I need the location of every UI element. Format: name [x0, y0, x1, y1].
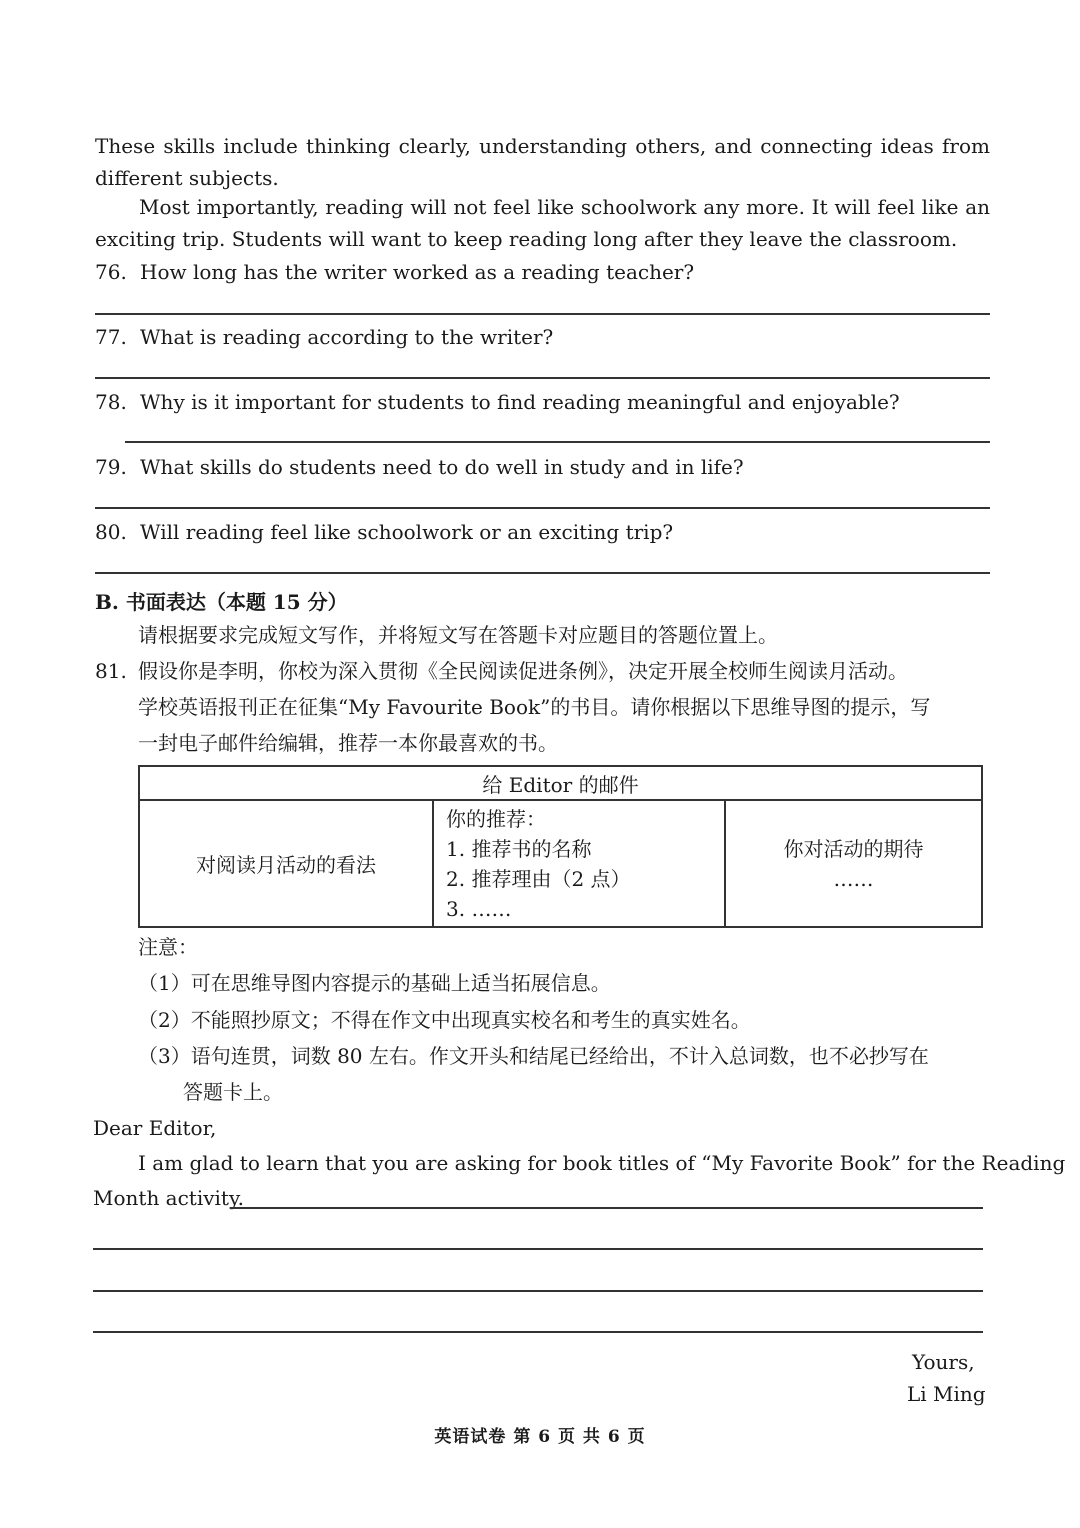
- question-text: How long has the writer worked as a reading teacher?: [140, 260, 695, 284]
- note-1: （1）可在思维导图内容提示的基础上适当拓展信息。: [138, 971, 611, 995]
- answer-line[interactable]: [95, 377, 990, 379]
- mind-map-header: 给 Editor 的邮件: [139, 766, 982, 800]
- question-number: 80.: [95, 520, 127, 544]
- letter-signature: Li Ming: [907, 1382, 986, 1406]
- notes-title: 注意：: [138, 935, 198, 959]
- question-text: What is reading according to the writer?: [140, 325, 554, 349]
- reading-paragraph-2: Most importantly, reading will not feel like schoolwork any more. It will feel like an exciting trip. Students will want to keep reading long after they leave the classroom.: [95, 195, 990, 251]
- answer-line[interactable]: [95, 507, 990, 509]
- question-number: 76.: [95, 260, 127, 284]
- writing-line[interactable]: [93, 1290, 983, 1292]
- writing-instruction: 请根据要求完成短文写作，并将短文写在答题卡对应题目的答题位置上。: [138, 623, 778, 647]
- letter-opening-line: I am glad to learn that you are asking for book titles of “My Favorite Book” for the Reading: [138, 1151, 1066, 1175]
- mind-map-table: [138, 765, 983, 928]
- question-81-line-2: 学校英语报刊正在征集“My Favourite Book”的书目。请你根据以下思维导图的提示，写: [138, 695, 931, 719]
- question-text: Why is it important for students to find reading meaningful and enjoyable?: [140, 390, 900, 414]
- note-2: （2）不能照抄原文；不得在作文中出现真实校名和考生的真实姓名。: [138, 1008, 751, 1032]
- mind-map-expectation: [725, 800, 982, 927]
- answer-line[interactable]: [95, 572, 990, 574]
- question-text: What skills do students need to do well in study and in life?: [140, 455, 744, 479]
- mind-map-recommendation: [433, 800, 725, 927]
- answer-line[interactable]: [95, 313, 990, 315]
- question-81-line-3: 一封电子邮件给编辑，推荐一本你最喜欢的书。: [138, 731, 558, 755]
- question-81-number: 81.: [95, 659, 127, 683]
- section-b-heading: B. 书面表达（本题 15 分）: [95, 590, 348, 614]
- writing-line[interactable]: [93, 1331, 983, 1333]
- question-79: [95, 453, 744, 481]
- writing-line[interactable]: [230, 1207, 983, 1209]
- expectation-title: 你对活动的期待: [783, 836, 924, 861]
- question-76: [95, 258, 694, 286]
- answer-line[interactable]: [125, 441, 990, 443]
- question-number: 78.: [95, 390, 127, 414]
- recommendation-title: 你的推荐：: [446, 806, 546, 831]
- question-78: [95, 388, 900, 416]
- letter-greeting: Dear Editor,: [93, 1116, 217, 1140]
- question-text: Will reading feel like schoolwork or an exciting trip?: [140, 520, 674, 544]
- expectation-dots: ……: [833, 866, 874, 891]
- recommendation-item: 2. 推荐理由（2 点）: [446, 866, 631, 891]
- recommendation-item: 1. 推荐书的名称: [446, 836, 592, 861]
- mind-map-opinion: 对阅读月活动的看法: [139, 800, 433, 927]
- letter-closing: Yours,: [912, 1350, 975, 1374]
- reading-paragraph-1: These skills include thinking clearly, understanding others, and connecting ideas from different subjects.: [95, 134, 990, 190]
- question-80: [95, 518, 673, 546]
- writing-line[interactable]: [93, 1248, 983, 1250]
- recommendation-item: 3. ……: [446, 896, 512, 921]
- note-3-continued: 答题卡上。: [183, 1080, 283, 1104]
- note-3: （3）语句连贯，词数 80 左右。作文开头和结尾已经给出，不计入总词数，也不必抄写在: [138, 1044, 929, 1068]
- question-81-line-1: 假设你是李明，你校为深入贯彻《全民阅读促进条例》，决定开展全校师生阅读月活动。: [138, 659, 908, 683]
- question-number: 77.: [95, 325, 127, 349]
- page-footer: 英语试卷 第 6 页 共 6 页: [434, 1427, 646, 1447]
- question-77: [95, 323, 553, 351]
- letter-opening-line-2: Month activity.: [93, 1186, 244, 1210]
- question-number: 79.: [95, 455, 127, 479]
